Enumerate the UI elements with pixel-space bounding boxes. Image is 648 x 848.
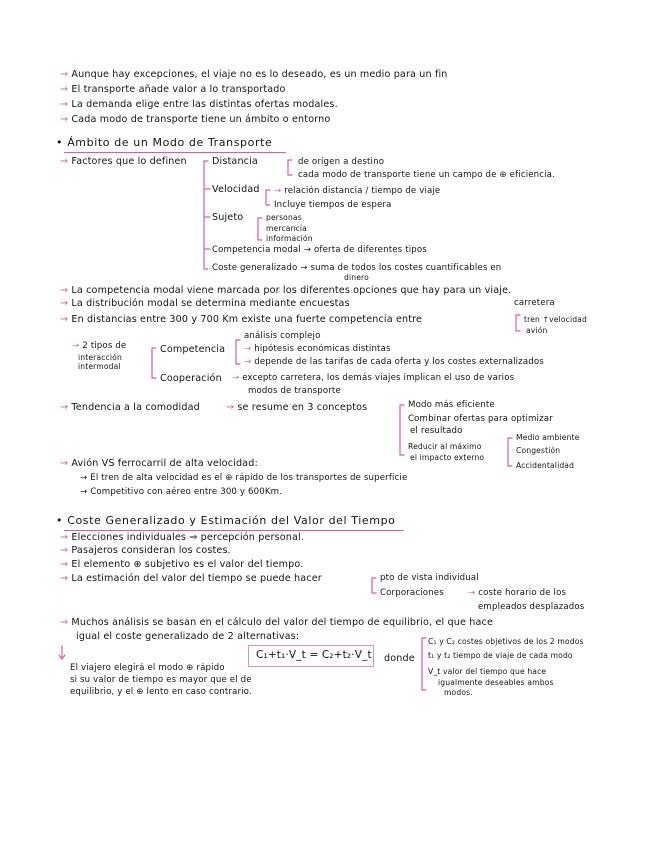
- tipos-label-3: intermodal: [78, 362, 121, 371]
- concepto-3b: el impacto externo: [410, 453, 485, 462]
- tipo-competencia: Competencia: [160, 344, 226, 355]
- concepto-2b: el resultado: [410, 426, 463, 436]
- concepto-3a: Reducir al máximo: [408, 442, 482, 451]
- coste-bullet-5a: → Muchos análisis se basan en el cálculo del valor del tiempo de equilibrio, el que hace: [60, 617, 493, 628]
- tendencia-label: → Tendencia a la comodidad: [60, 402, 200, 413]
- intro-line-3: → La demanda elige entre las distintas ofertas modales.: [60, 99, 338, 110]
- factor-velocidad: Velocidad: [212, 184, 260, 195]
- definition-3c: modos.: [444, 688, 473, 697]
- velocidad-detail-1: → relación distancia / tiempo de viaje: [274, 186, 441, 196]
- distancia-detail-1: de origen a destino: [298, 157, 385, 167]
- tendencia-detail: → se resume en 3 conceptos: [226, 402, 368, 413]
- heading-underline: [64, 152, 286, 153]
- factor-coste-generalizado: Coste generalizado → suma de todos los costes cuantificables en: [212, 263, 502, 273]
- conclusion-2: si su valor de tiempo es mayor que el de: [70, 675, 252, 685]
- definition-1: C₁ y C₂ costes objetivos de los 2 modos: [428, 637, 584, 646]
- concepto-2a: Combinar ofertas para optimizar: [408, 414, 553, 424]
- factor-distancia: Distancia: [212, 156, 258, 167]
- cooperacion-detail-2: modos de transporte: [248, 386, 341, 396]
- coste-bullet-4: → La estimación del valor del tiempo se puede hacer: [60, 573, 322, 584]
- donde-label: donde: [384, 653, 415, 664]
- estimacion-corporaciones: Corporaciones: [380, 588, 444, 598]
- corporaciones-detail-1: → coste horario de los: [468, 588, 567, 598]
- label-avion: avión: [526, 326, 548, 335]
- impacto-1: Medio ambiente: [516, 433, 580, 442]
- conclusion-3: equilibrio, y el ⊕ lento en caso contrario.: [70, 687, 252, 697]
- avion-vs-detail-1: → El tren de alta velocidad es el ⊕ rápido de los transportes de superficie: [80, 473, 408, 483]
- coste-bullet-3: → El elemento ⊕ subjetivo es el valor del tiempo.: [60, 559, 304, 570]
- intro-line-4: → Cada modo de transporte tiene un ámbito o entorno: [60, 114, 331, 125]
- equation: C₁+t₁·V_t = C₂+t₂·V_t: [256, 649, 372, 661]
- factor-sujeto: Sujeto: [212, 212, 244, 223]
- factor-competencia-modal: Competencia modal → oferta de diferentes tipos: [212, 245, 427, 255]
- label-tren: tren ↑velocidad: [524, 315, 587, 324]
- tipos-label-1: → 2 tipos de: [72, 341, 127, 351]
- coste-bullet-5b: igual el coste generalizado de 2 alternativas:: [76, 631, 300, 642]
- definition-3a: V_t valor del tiempo que hace: [428, 667, 547, 676]
- intro-line-1: → Aunque hay excepciones, el viaje no es lo deseado, es un medio para un fin: [60, 69, 448, 80]
- definition-3b: igualmente deseables ambos: [438, 678, 554, 687]
- bullet-competencia-modal: → La competencia modal viene marcada por los diferentes opciones que hay para un viaje.: [60, 285, 512, 296]
- coste-bullet-1: → Elecciones individuales ⇒ percepción personal.: [60, 532, 305, 543]
- heading-underline: [64, 530, 404, 531]
- sujeto-detail-3: información: [266, 234, 313, 243]
- competencia-detail-2: → hipótesis económicas distintas: [244, 344, 391, 354]
- coste-bullet-2: → Pasajeros consideran los costes.: [60, 545, 231, 556]
- avion-vs-detail-2: → Competitivo con aéreo entre 300 y 600Km.: [80, 487, 283, 497]
- avion-vs-tren: → Avión VS ferrocarril de alta velocidad:: [60, 458, 258, 469]
- section-heading-coste: • Coste Generalizado y Estimación del Valor del Tiempo: [56, 514, 396, 527]
- conclusion-1: El viajero elegirá el modo ⊕ rápido: [70, 663, 225, 673]
- estimacion-individual: pto de vista individual: [380, 573, 479, 583]
- velocidad-detail-2: Incluye tiempos de espera: [274, 200, 392, 210]
- intro-line-2: → El transporte añade valor a lo transportado: [60, 84, 286, 95]
- competencia-detail-1: análisis complejo: [244, 331, 321, 341]
- competencia-detail-3: → depende de las tarifas de cada oferta y los costes externalizados: [244, 357, 544, 367]
- sujeto-detail-1: personas: [266, 213, 302, 222]
- definition-2: t₁ y t₂ tiempo de viaje de cada modo: [428, 651, 573, 660]
- distancia-detail-2: cada modo de transporte tiene un campo de ⊕ eficiencia.: [298, 170, 555, 180]
- label-carretera: carretera: [514, 298, 555, 308]
- bullet-distancias: → En distancias entre 300 y 700 Km existe una fuerte competencia entre: [60, 314, 423, 325]
- bullet-distribucion-modal: → La distribución modal se determina mediante encuestas: [60, 298, 350, 309]
- impacto-3: Accidentalidad: [516, 461, 575, 470]
- corporaciones-detail-2: empleados desplazados: [478, 602, 585, 612]
- concepto-1: Modo más eficiente: [408, 400, 495, 410]
- sujeto-detail-2: mercancía: [266, 224, 307, 233]
- factores-label: → Factores que lo definen: [60, 156, 187, 167]
- tipos-label-2: interacción: [78, 353, 122, 362]
- impacto-2: Congestión: [516, 446, 561, 455]
- cooperacion-detail-1: → excepto carretera, los demás viajes implican el uso de varios: [232, 373, 515, 383]
- coste-generalizado-cont: dinero: [344, 273, 369, 282]
- section-heading-ambito: • Ámbito de un Modo de Transporte: [56, 136, 273, 149]
- tipo-cooperacion: Cooperación: [160, 373, 222, 384]
